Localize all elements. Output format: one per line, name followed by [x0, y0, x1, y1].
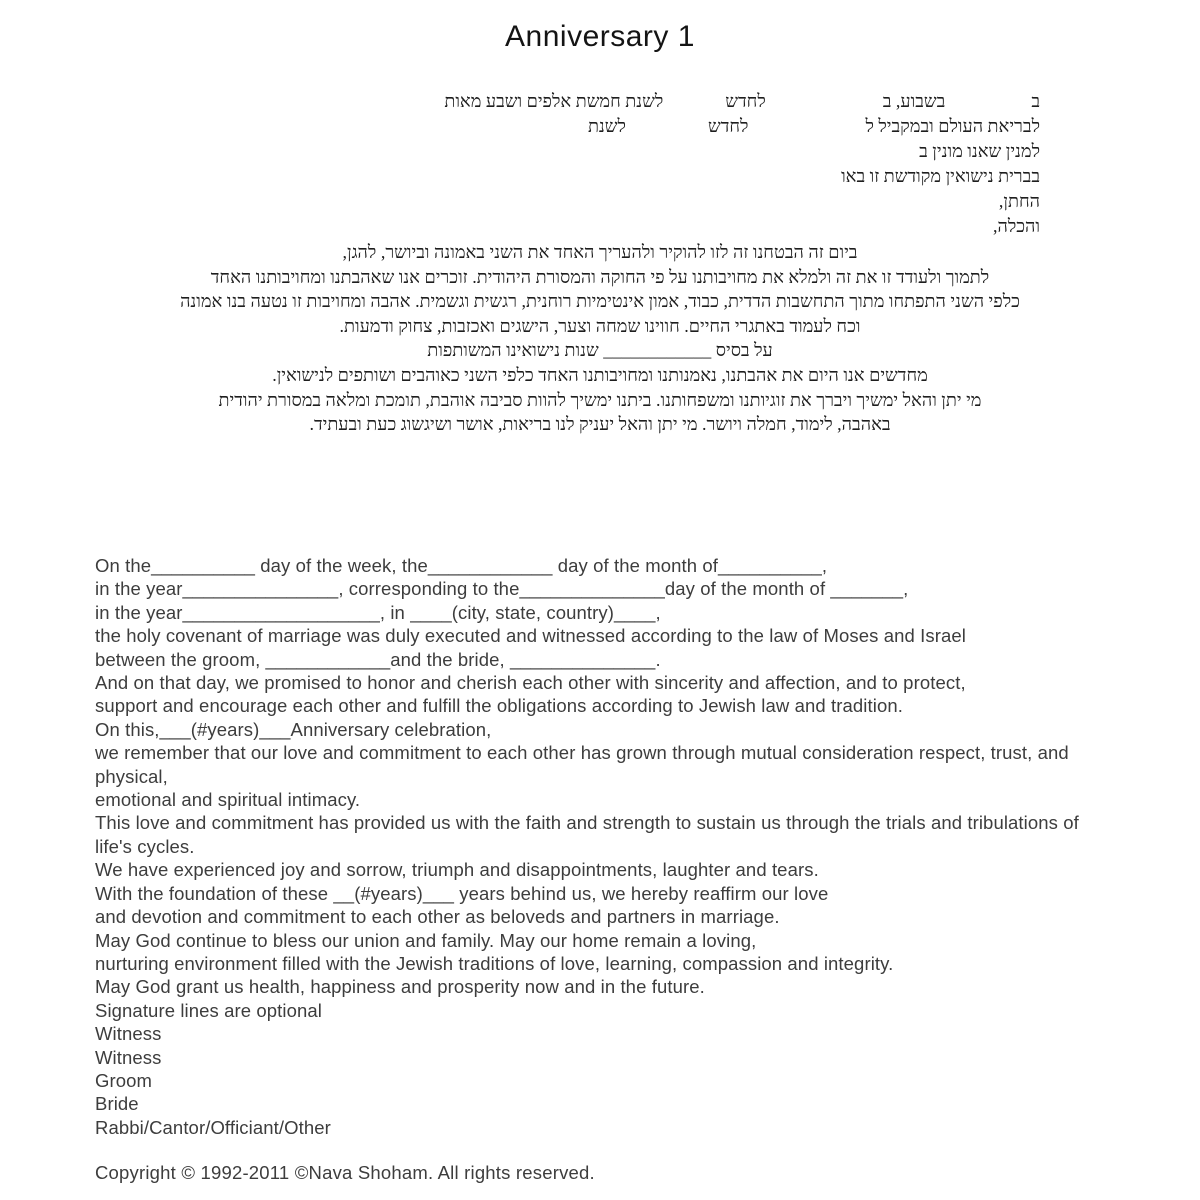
- english-date-line: in the year_______________, corresponding to the______________day of the month of _______,: [95, 578, 909, 600]
- english-line: And on that day, we promised to honor and cherish each other with sincerity and affection, and to protect,: [95, 672, 966, 694]
- english-names-line: between the groom, ____________and the bride, ______________.: [95, 648, 661, 670]
- hebrew-paragraph-line: באהבה, לימוד, חמלה ויושר. מי יתן והאל יעניק לנו בריאות, אושר ושיגשוג כעת ובעתיד.: [309, 414, 891, 435]
- english-years-line: With the foundation of these __(#years)___ years behind us, we hereby reaffirm our love: [95, 882, 829, 904]
- hebrew-form-text: לחדש: [725, 91, 766, 111]
- witness-label: Witness: [95, 1023, 162, 1045]
- hebrew-form-line-3: [444, 139, 1040, 164]
- english-line: May God continue to bless our union and family. May our home remain a loving,: [95, 929, 757, 951]
- hebrew-form-text: והכלה,: [992, 216, 1040, 236]
- hebrew-form-text: לחדש: [707, 116, 749, 136]
- hebrew-paragraph-line: מחדשים אנו היום את אהבתנו, נאמנותנו ומחויבותנו האחד כלפי השני כאוהבים ושותפים לנישואין.: [272, 364, 928, 385]
- english-line: This love and commitment has provided us with the faith and strength to sustain us through the trials and tribulations of: [95, 812, 1079, 834]
- hebrew-groom-label: [444, 189, 1040, 214]
- hebrew-paragraph-line-years-blank: על בסיס ____________ שנות נישואינו המשותפות: [427, 340, 773, 361]
- signature-note-line: Signature lines are optional: [95, 999, 323, 1021]
- hebrew-paragraph-line: ביום זה הבטחנו זה לזו להוקיר ולהעריך האחד את השני באמונה וביושר, להגן,: [342, 242, 858, 262]
- hebrew-form-text: החתן,: [998, 191, 1040, 211]
- english-line: We have experienced joy and sorrow, triumph and disappointments, laughter and tears.: [95, 859, 819, 881]
- officiant-label: Rabbi/Cantor/Officiant/Other: [95, 1116, 331, 1138]
- hebrew-form-text: בשבוע, ב: [882, 91, 946, 111]
- hebrew-paragraph-line: לתמוך ולעודד זו את זה ולמלא את מחויבותנו על פי החוקה והמסורת היהודית. זוכרים אנו שאהבתנו ומחויבותנו האחד: [210, 266, 990, 287]
- hebrew-form-line-1: [444, 89, 1040, 114]
- english-line: and devotion and commitment to each other as beloveds and partners in marriage.: [95, 906, 780, 928]
- page-title: Anniversary 1: [505, 20, 695, 53]
- english-line: nurturing environment filled with the Jewish traditions of love, learning, compassion and integrity.: [95, 952, 894, 974]
- hebrew-form-line-4: [444, 164, 1040, 189]
- english-anniversary-line: On this,___(#years)___Anniversary celebration,: [95, 718, 492, 740]
- groom-label: Groom: [95, 1069, 153, 1091]
- hebrew-form-text: בברית נישואין מקודשת זו באו: [841, 166, 1040, 186]
- hebrew-form-text: לשנת: [587, 116, 626, 136]
- copyright-notice: Copyright © 1992-2011 ©Nava Shoham. All rights reserved.: [95, 1162, 595, 1183]
- hebrew-form-text: למנין שאנו מונין ב: [919, 141, 1040, 161]
- english-line: the holy covenant of marriage was duly executed and witnessed according to the law of Moses and Israel: [95, 625, 966, 647]
- hebrew-date-form: [444, 89, 1040, 239]
- english-line: we remember that our love and commitment to each other has grown through mutual consideration respect, trust, and: [95, 742, 1069, 764]
- bride-label: Bride: [95, 1093, 139, 1115]
- hebrew-bride-label: [444, 214, 1040, 239]
- hebrew-form-text: ב: [1031, 91, 1040, 111]
- hebrew-paragraph-line: מי יתן והאל ימשיך ויברך את זוגיותנו ומשפחותנו. ביתנו ימשיך להוות סביבה אוהבת, תומכת ומלאה במסורת יהודית: [218, 389, 982, 410]
- hebrew-form-text: לבריאת העולם ובמקביל ל: [865, 116, 1040, 136]
- english-place-line: in the year___________________, in ____(city, state, country)____,: [95, 601, 661, 623]
- hebrew-paragraph-line: וכח לעמוד באתגרי החיים. חווינו שמחה וצער, הישגים ואכזבות, צחוק ודמעות.: [339, 315, 861, 336]
- english-line: emotional and spiritual intimacy.: [95, 789, 361, 811]
- english-date-line: On the__________ day of the week, the____________ day of the month of__________,: [95, 555, 828, 576]
- english-line: physical,: [95, 765, 168, 787]
- hebrew-form-line-2: [444, 114, 1040, 139]
- witness-label: Witness: [95, 1046, 162, 1068]
- english-line: life's cycles.: [95, 835, 195, 857]
- english-line: May God grant us health, happiness and prosperity now and in the future.: [95, 976, 705, 998]
- hebrew-vow-paragraph: [30, 240, 1170, 437]
- hebrew-paragraph-line: כלפי השני התפתחו מתוך התחשבות הדדית, כבוד, אמון אינטימיות רוחנית, רגשית וגשמית. אהבה ומחויבות זו נטעה בנו אמונה: [180, 291, 1020, 312]
- hebrew-form-text: לשנת חמשת אלפים ושבע מאות: [444, 91, 664, 111]
- english-line: support and encourage each other and fulfill the obligations according to Jewish law and tradition.: [95, 695, 903, 717]
- english-text-block: [95, 554, 1165, 1139]
